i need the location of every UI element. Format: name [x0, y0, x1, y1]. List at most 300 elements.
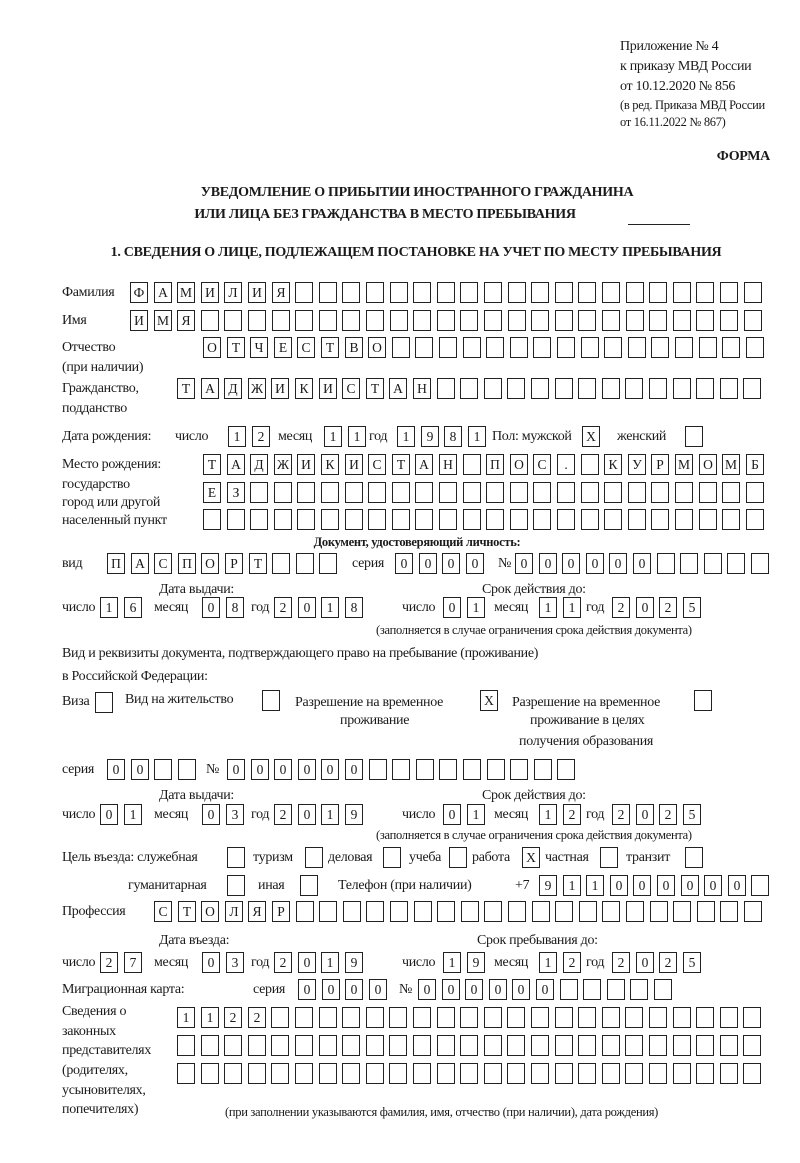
name-cell[interactable] [366, 310, 384, 331]
legal-reps-row1-cell[interactable] [389, 1007, 407, 1028]
birthplace-row2-cell[interactable] [533, 482, 551, 503]
birthplace-row1-cell[interactable]: А [227, 454, 245, 475]
legal-reps-row1-cell[interactable] [437, 1007, 455, 1028]
stay-day-cell[interactable]: 1 [443, 952, 461, 973]
name-cell[interactable] [319, 310, 337, 331]
legal-reps-row2-cell[interactable] [248, 1035, 266, 1056]
birthplace-row3-cell[interactable] [557, 509, 575, 530]
birthplace-row1-cell[interactable]: К [321, 454, 339, 475]
birthplace-row2-cell[interactable] [651, 482, 669, 503]
birthplace-row3-cell[interactable] [486, 509, 504, 530]
legal-reps-row1-cell[interactable]: 1 [177, 1007, 195, 1028]
citizenship-cell[interactable]: А [201, 378, 219, 399]
entry-day-cell[interactable]: 7 [124, 952, 142, 973]
residence-permit-checkbox[interactable] [262, 690, 280, 711]
profession-cell[interactable] [343, 901, 361, 922]
birthplace-row3-cell[interactable] [368, 509, 386, 530]
rd-number-cell[interactable]: 0 [274, 759, 292, 780]
legal-reps-row2-cell[interactable] [224, 1035, 242, 1056]
legal-reps-row2-cell[interactable] [201, 1035, 219, 1056]
surname-cell[interactable]: А [154, 282, 172, 303]
legal-reps-row2-cell[interactable] [295, 1035, 313, 1056]
migration-card-series-cell[interactable]: 0 [369, 979, 387, 1000]
birthplace-row1-cell[interactable] [581, 454, 599, 475]
name-cell[interactable] [224, 310, 242, 331]
surname-cell[interactable] [696, 282, 714, 303]
legal-reps-row2-cell[interactable] [389, 1035, 407, 1056]
rd-valid-month-cell[interactable]: 2 [563, 804, 581, 825]
legal-reps-row3-cell[interactable] [342, 1063, 360, 1084]
birthplace-row2-cell[interactable] [628, 482, 646, 503]
migration-card-number-cell[interactable]: 0 [536, 979, 554, 1000]
surname-cell[interactable] [626, 282, 644, 303]
legal-reps-row1-cell[interactable] [271, 1007, 289, 1028]
citizenship-cell[interactable] [531, 378, 549, 399]
migration-card-number-cell[interactable]: 0 [418, 979, 436, 1000]
legal-reps-row1-cell[interactable] [342, 1007, 360, 1028]
profession-cell[interactable] [296, 901, 314, 922]
rd-number-cell[interactable] [463, 759, 481, 780]
purpose-tourism-checkbox[interactable] [305, 847, 323, 868]
purpose-business-checkbox[interactable] [383, 847, 401, 868]
rd-number-cell[interactable] [369, 759, 387, 780]
citizenship-cell[interactable] [507, 378, 525, 399]
entry-year-cell[interactable]: 9 [345, 952, 363, 973]
surname-cell[interactable] [390, 282, 408, 303]
birthplace-row2-cell[interactable] [675, 482, 693, 503]
id-issue-day-cell[interactable]: 1 [100, 597, 118, 618]
surname-cell[interactable] [508, 282, 526, 303]
profession-cell[interactable] [532, 901, 550, 922]
name-cell[interactable] [744, 310, 762, 331]
birthplace-row2-cell[interactable] [439, 482, 457, 503]
phone-number-cell[interactable]: 0 [610, 875, 628, 896]
id-series-cell[interactable]: 0 [395, 553, 413, 574]
migration-card-number-cell[interactable]: 0 [512, 979, 530, 1000]
legal-reps-row3-cell[interactable] [507, 1063, 525, 1084]
birthplace-row2-cell[interactable] [604, 482, 622, 503]
legal-reps-row3-cell[interactable] [531, 1063, 549, 1084]
name-cell[interactable] [460, 310, 478, 331]
name-cell[interactable] [720, 310, 738, 331]
birthplace-row3-cell[interactable] [699, 509, 717, 530]
name-cell[interactable]: Я [177, 310, 195, 331]
birthplace-row1-cell[interactable]: И [297, 454, 315, 475]
profession-cell[interactable] [484, 901, 502, 922]
purpose-other-checkbox[interactable] [300, 875, 318, 896]
patronymic-cell[interactable]: Т [321, 337, 339, 358]
legal-reps-row2-cell[interactable] [743, 1035, 761, 1056]
stay-month-cell[interactable]: 2 [563, 952, 581, 973]
patronymic-cell[interactable] [557, 337, 575, 358]
name-cell[interactable] [578, 310, 596, 331]
id-issue-month-cell[interactable]: 0 [202, 597, 220, 618]
phone-number-cell[interactable]: 0 [657, 875, 675, 896]
legal-reps-row2-cell[interactable] [625, 1035, 643, 1056]
phone-number-cell[interactable]: 0 [704, 875, 722, 896]
legal-reps-row1-cell[interactable] [578, 1007, 596, 1028]
surname-cell[interactable] [720, 282, 738, 303]
phone-number-cell[interactable]: 0 [681, 875, 699, 896]
id-valid-day-cell[interactable]: 0 [443, 597, 461, 618]
legal-reps-row2-cell[interactable] [649, 1035, 667, 1056]
id-number-cell[interactable]: 0 [586, 553, 604, 574]
legal-reps-row2-cell[interactable] [696, 1035, 714, 1056]
id-number-cell[interactable]: 0 [539, 553, 557, 574]
legal-reps-row2-cell[interactable] [413, 1035, 431, 1056]
id-type-cell[interactable] [272, 553, 290, 574]
surname-cell[interactable] [673, 282, 691, 303]
birthplace-row3-cell[interactable] [250, 509, 268, 530]
surname-cell[interactable] [460, 282, 478, 303]
profession-cell[interactable] [626, 901, 644, 922]
patronymic-cell[interactable]: О [368, 337, 386, 358]
legal-reps-row3-cell[interactable] [319, 1063, 337, 1084]
birthplace-row1-cell[interactable]: И [345, 454, 363, 475]
legal-reps-row3-cell[interactable] [248, 1063, 266, 1084]
citizenship-cell[interactable] [555, 378, 573, 399]
birthplace-row1-cell[interactable]: Д [250, 454, 268, 475]
migration-card-number-cell[interactable]: 0 [442, 979, 460, 1000]
patronymic-cell[interactable] [486, 337, 504, 358]
id-number-cell[interactable] [704, 553, 722, 574]
name-cell[interactable] [531, 310, 549, 331]
legal-reps-row3-cell[interactable] [649, 1063, 667, 1084]
legal-reps-row2-cell[interactable] [555, 1035, 573, 1056]
birthplace-row2-cell[interactable] [699, 482, 717, 503]
name-cell[interactable] [555, 310, 573, 331]
citizenship-cell[interactable]: С [342, 378, 360, 399]
rd-series-cell[interactable]: 0 [107, 759, 125, 780]
migration-card-series-cell[interactable]: 0 [345, 979, 363, 1000]
id-type-cell[interactable]: П [178, 553, 196, 574]
citizenship-cell[interactable]: Т [177, 378, 195, 399]
patronymic-cell[interactable] [651, 337, 669, 358]
birthplace-row1-cell[interactable]: М [675, 454, 693, 475]
birthplace-row3-cell[interactable] [415, 509, 433, 530]
profession-cell[interactable]: Р [272, 901, 290, 922]
migration-card-number-cell[interactable] [560, 979, 578, 1000]
migration-card-series-cell[interactable]: 0 [298, 979, 316, 1000]
birthplace-row2-cell[interactable] [415, 482, 433, 503]
visa-checkbox[interactable] [95, 692, 113, 713]
id-number-cell[interactable]: 0 [609, 553, 627, 574]
legal-reps-row2-cell[interactable] [673, 1035, 691, 1056]
birthplace-row1-cell[interactable]: Н [439, 454, 457, 475]
birthplace-row1-cell[interactable]: Т [392, 454, 410, 475]
birth-day-cell[interactable]: 2 [252, 426, 270, 447]
legal-reps-row2-cell[interactable] [578, 1035, 596, 1056]
phone-number-cell[interactable]: 0 [728, 875, 746, 896]
profession-cell[interactable]: Л [225, 901, 243, 922]
id-valid-year-cell[interactable]: 2 [659, 597, 677, 618]
surname-cell[interactable] [342, 282, 360, 303]
name-cell[interactable] [295, 310, 313, 331]
legal-reps-row2-cell[interactable] [437, 1035, 455, 1056]
phone-number-cell[interactable]: 9 [539, 875, 557, 896]
citizenship-cell[interactable]: Д [224, 378, 242, 399]
profession-cell[interactable] [414, 901, 432, 922]
legal-reps-row1-cell[interactable] [319, 1007, 337, 1028]
name-cell[interactable] [201, 310, 219, 331]
rd-issue-year-cell[interactable]: 2 [274, 804, 292, 825]
rd-issue-month-cell[interactable]: 0 [202, 804, 220, 825]
rd-valid-day-cell[interactable]: 0 [443, 804, 461, 825]
surname-cell[interactable]: Л [224, 282, 242, 303]
legal-reps-row1-cell[interactable] [484, 1007, 502, 1028]
legal-reps-row3-cell[interactable] [413, 1063, 431, 1084]
sex-female-checkbox[interactable] [685, 426, 703, 447]
migration-card-number-cell[interactable] [583, 979, 601, 1000]
name-cell[interactable] [272, 310, 290, 331]
entry-day-cell[interactable]: 2 [100, 952, 118, 973]
temp-residence-edu-checkbox[interactable] [694, 690, 712, 711]
migration-card-series-cell[interactable]: 0 [322, 979, 340, 1000]
name-cell[interactable]: И [130, 310, 148, 331]
patronymic-cell[interactable] [699, 337, 717, 358]
migration-card-number-cell[interactable] [607, 979, 625, 1000]
citizenship-cell[interactable] [673, 378, 691, 399]
id-issue-month-cell[interactable]: 8 [226, 597, 244, 618]
birthplace-row1-cell[interactable]: С [368, 454, 386, 475]
birthplace-row2-cell[interactable]: З [227, 482, 245, 503]
birthplace-row2-cell[interactable] [274, 482, 292, 503]
citizenship-cell[interactable]: И [271, 378, 289, 399]
rd-valid-year-cell[interactable]: 0 [636, 804, 654, 825]
birth-year-cell[interactable]: 1 [468, 426, 486, 447]
id-series-cell[interactable]: 0 [442, 553, 460, 574]
legal-reps-row1-cell[interactable]: 1 [201, 1007, 219, 1028]
legal-reps-row1-cell[interactable] [696, 1007, 714, 1028]
birthplace-row1-cell[interactable]: Б [746, 454, 764, 475]
legal-reps-row2-cell[interactable] [319, 1035, 337, 1056]
profession-cell[interactable]: О [201, 901, 219, 922]
rd-valid-day-cell[interactable]: 1 [467, 804, 485, 825]
birthplace-row1-cell[interactable]: К [604, 454, 622, 475]
citizenship-cell[interactable] [578, 378, 596, 399]
legal-reps-row2-cell[interactable] [531, 1035, 549, 1056]
patronymic-cell[interactable] [392, 337, 410, 358]
legal-reps-row3-cell[interactable] [578, 1063, 596, 1084]
citizenship-cell[interactable] [484, 378, 502, 399]
birth-year-cell[interactable]: 8 [444, 426, 462, 447]
citizenship-cell[interactable]: Ж [248, 378, 266, 399]
id-type-cell[interactable] [296, 553, 314, 574]
citizenship-cell[interactable] [720, 378, 738, 399]
birthplace-row1-cell[interactable]: П [486, 454, 504, 475]
citizenship-cell[interactable] [437, 378, 455, 399]
rd-issue-day-cell[interactable]: 0 [100, 804, 118, 825]
surname-cell[interactable]: И [248, 282, 266, 303]
legal-reps-row1-cell[interactable] [531, 1007, 549, 1028]
name-cell[interactable] [413, 310, 431, 331]
birthplace-row3-cell[interactable] [227, 509, 245, 530]
id-number-cell[interactable]: 0 [562, 553, 580, 574]
phone-number-cell[interactable]: 1 [586, 875, 604, 896]
surname-cell[interactable]: М [177, 282, 195, 303]
entry-year-cell[interactable]: 0 [298, 952, 316, 973]
surname-cell[interactable] [555, 282, 573, 303]
legal-reps-row1-cell[interactable] [649, 1007, 667, 1028]
legal-reps-row1-cell[interactable]: 2 [224, 1007, 242, 1028]
profession-cell[interactable] [697, 901, 715, 922]
rd-issue-day-cell[interactable]: 1 [124, 804, 142, 825]
legal-reps-row1-cell[interactable] [366, 1007, 384, 1028]
rd-number-cell[interactable] [510, 759, 528, 780]
legal-reps-row2-cell[interactable] [507, 1035, 525, 1056]
birthplace-row2-cell[interactable] [368, 482, 386, 503]
id-valid-year-cell[interactable]: 2 [612, 597, 630, 618]
purpose-transit-checkbox[interactable] [685, 847, 703, 868]
legal-reps-row3-cell[interactable] [743, 1063, 761, 1084]
birthplace-row2-cell[interactable] [463, 482, 481, 503]
birthplace-row3-cell[interactable] [297, 509, 315, 530]
rd-number-cell[interactable] [416, 759, 434, 780]
entry-month-cell[interactable]: 3 [226, 952, 244, 973]
patronymic-cell[interactable] [439, 337, 457, 358]
birthplace-row2-cell[interactable] [321, 482, 339, 503]
rd-series-cell[interactable] [178, 759, 196, 780]
profession-cell[interactable] [366, 901, 384, 922]
rd-number-cell[interactable]: 0 [321, 759, 339, 780]
birthplace-row1-cell[interactable]: У [628, 454, 646, 475]
rd-issue-year-cell[interactable]: 9 [345, 804, 363, 825]
purpose-private-checkbox[interactable] [600, 847, 618, 868]
birthplace-row1-cell[interactable]: Ж [274, 454, 292, 475]
surname-cell[interactable] [295, 282, 313, 303]
rd-series-cell[interactable] [154, 759, 172, 780]
id-valid-year-cell[interactable]: 5 [683, 597, 701, 618]
birthplace-row3-cell[interactable] [321, 509, 339, 530]
id-number-cell[interactable] [680, 553, 698, 574]
citizenship-cell[interactable] [649, 378, 667, 399]
patronymic-cell[interactable]: Т [227, 337, 245, 358]
surname-cell[interactable]: И [201, 282, 219, 303]
legal-reps-row3-cell[interactable] [295, 1063, 313, 1084]
patronymic-cell[interactable] [533, 337, 551, 358]
id-type-cell[interactable]: Т [249, 553, 267, 574]
name-cell[interactable] [484, 310, 502, 331]
legal-reps-row1-cell[interactable] [460, 1007, 478, 1028]
legal-reps-row3-cell[interactable] [389, 1063, 407, 1084]
birth-year-cell[interactable]: 9 [421, 426, 439, 447]
birth-month-cell[interactable]: 1 [324, 426, 342, 447]
entry-year-cell[interactable]: 2 [274, 952, 292, 973]
stay-day-cell[interactable]: 9 [467, 952, 485, 973]
legal-reps-row1-cell[interactable] [673, 1007, 691, 1028]
name-cell[interactable] [673, 310, 691, 331]
rd-series-cell[interactable]: 0 [131, 759, 149, 780]
phone-number-cell[interactable] [751, 875, 769, 896]
legal-reps-row3-cell[interactable] [224, 1063, 242, 1084]
patronymic-cell[interactable] [415, 337, 433, 358]
birth-day-cell[interactable]: 1 [228, 426, 246, 447]
id-issue-year-cell[interactable]: 8 [345, 597, 363, 618]
patronymic-cell[interactable]: Е [274, 337, 292, 358]
name-cell[interactable] [508, 310, 526, 331]
legal-reps-row3-cell[interactable] [555, 1063, 573, 1084]
citizenship-cell[interactable]: Н [413, 378, 431, 399]
patronymic-cell[interactable] [675, 337, 693, 358]
id-series-cell[interactable]: 0 [466, 553, 484, 574]
rd-number-cell[interactable] [487, 759, 505, 780]
id-issue-year-cell[interactable]: 0 [298, 597, 316, 618]
rd-valid-year-cell[interactable]: 2 [659, 804, 677, 825]
entry-year-cell[interactable]: 1 [321, 952, 339, 973]
migration-card-number-cell[interactable] [654, 979, 672, 1000]
legal-reps-row3-cell[interactable] [366, 1063, 384, 1084]
patronymic-cell[interactable]: О [203, 337, 221, 358]
surname-cell[interactable] [366, 282, 384, 303]
legal-reps-row2-cell[interactable] [271, 1035, 289, 1056]
id-number-cell[interactable] [727, 553, 745, 574]
id-valid-day-cell[interactable]: 1 [467, 597, 485, 618]
id-type-cell[interactable]: Р [225, 553, 243, 574]
patronymic-cell[interactable]: С [297, 337, 315, 358]
id-issue-day-cell[interactable]: 6 [124, 597, 142, 618]
purpose-service-checkbox[interactable] [227, 847, 245, 868]
surname-cell[interactable] [319, 282, 337, 303]
id-type-cell[interactable]: П [107, 553, 125, 574]
birthplace-row2-cell[interactable] [297, 482, 315, 503]
rd-number-cell[interactable] [439, 759, 457, 780]
birthplace-row3-cell[interactable] [439, 509, 457, 530]
citizenship-cell[interactable] [743, 378, 761, 399]
legal-reps-row3-cell[interactable] [696, 1063, 714, 1084]
profession-cell[interactable] [673, 901, 691, 922]
rd-valid-month-cell[interactable]: 1 [539, 804, 557, 825]
patronymic-cell[interactable] [628, 337, 646, 358]
name-cell[interactable] [437, 310, 455, 331]
surname-cell[interactable] [413, 282, 431, 303]
patronymic-cell[interactable] [604, 337, 622, 358]
legal-reps-row2-cell[interactable] [177, 1035, 195, 1056]
citizenship-cell[interactable] [696, 378, 714, 399]
name-cell[interactable]: М [154, 310, 172, 331]
birthplace-row3-cell[interactable] [463, 509, 481, 530]
rd-issue-year-cell[interactable]: 1 [321, 804, 339, 825]
patronymic-cell[interactable]: В [345, 337, 363, 358]
legal-reps-row3-cell[interactable] [271, 1063, 289, 1084]
birthplace-row3-cell[interactable] [581, 509, 599, 530]
birthplace-row2-cell[interactable] [557, 482, 575, 503]
legal-reps-row2-cell[interactable] [602, 1035, 620, 1056]
legal-reps-row3-cell[interactable] [673, 1063, 691, 1084]
rd-number-cell[interactable]: 0 [251, 759, 269, 780]
profession-cell[interactable] [579, 901, 597, 922]
birthplace-row3-cell[interactable] [651, 509, 669, 530]
profession-cell[interactable] [319, 901, 337, 922]
birthplace-row2-cell[interactable] [581, 482, 599, 503]
profession-cell[interactable]: Я [248, 901, 266, 922]
surname-cell[interactable]: Я [272, 282, 290, 303]
legal-reps-row1-cell[interactable] [743, 1007, 761, 1028]
surname-cell[interactable] [484, 282, 502, 303]
legal-reps-row3-cell[interactable] [460, 1063, 478, 1084]
profession-cell[interactable] [650, 901, 668, 922]
id-number-cell[interactable]: 0 [633, 553, 651, 574]
profession-cell[interactable] [720, 901, 738, 922]
birthplace-row1-cell[interactable]: Р [651, 454, 669, 475]
legal-reps-row3-cell[interactable] [484, 1063, 502, 1084]
surname-cell[interactable] [578, 282, 596, 303]
surname-cell[interactable]: Ф [130, 282, 148, 303]
legal-reps-row1-cell[interactable] [555, 1007, 573, 1028]
legal-reps-row3-cell[interactable] [625, 1063, 643, 1084]
birthplace-row3-cell[interactable] [392, 509, 410, 530]
legal-reps-row1-cell[interactable] [507, 1007, 525, 1028]
birthplace-row3-cell[interactable] [604, 509, 622, 530]
